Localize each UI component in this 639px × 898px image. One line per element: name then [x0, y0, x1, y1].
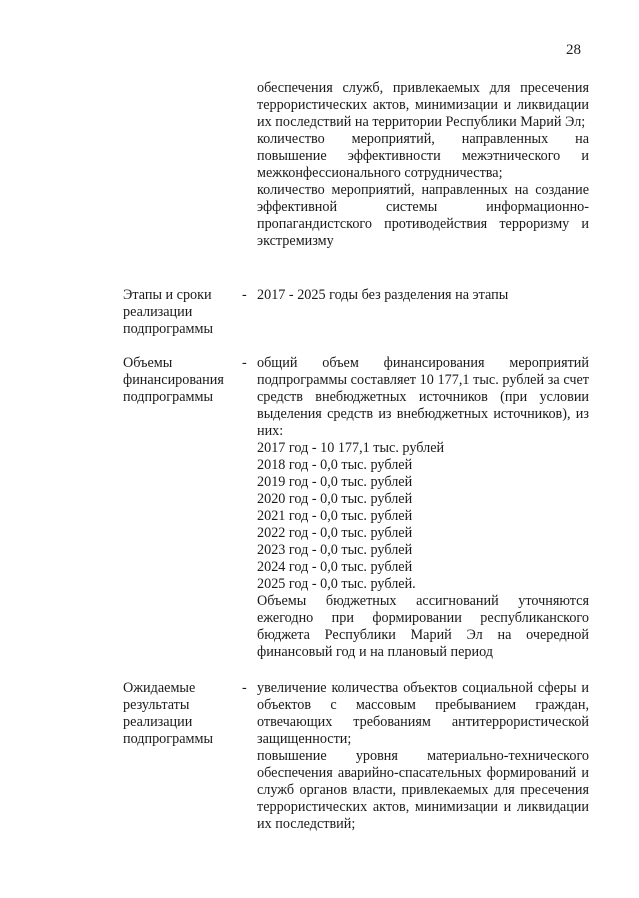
- funding-year-2019: 2019 год - 0,0 тыс. рублей: [257, 474, 413, 490]
- funding-year-2018: 2018 год - 0,0 тыс. рублей: [257, 457, 413, 473]
- continued-paragraph-2: количество мероприятий, направленных на повышение эффективности межэтнического и межконфессионального сотрудничества;: [257, 131, 589, 181]
- funding-year-2025: 2025 год - 0,0 тыс. рублей.: [257, 576, 416, 592]
- continued-paragraph-1: обеспечения служб, привлекаемых для пресечения террористических актов, минимизации и ликвидации их последствий на территории Республики Марий Эл;: [257, 80, 589, 130]
- funding-label: Объемы финансирования подпрограммы: [123, 355, 224, 405]
- results-paragraph-2: повышение уровня материально-технического обеспечения аварийно-спасательных формирований и служб органов власти, привлекаемых для пресечения террористических актов, минимизации и ликвидации их последствий;: [257, 748, 589, 832]
- stages-dash: -: [242, 287, 247, 303]
- funding-dash: -: [242, 355, 247, 371]
- funding-year-2023: 2023 год - 0,0 тыс. рублей: [257, 542, 413, 558]
- funding-year-2017: 2017 год - 10 177,1 тыс. рублей: [257, 440, 445, 456]
- stages-text: 2017 - 2025 годы без разделения на этапы: [257, 287, 509, 303]
- funding-year-2020: 2020 год - 0,0 тыс. рублей: [257, 491, 413, 507]
- funding-year-2021: 2021 год - 0,0 тыс. рублей: [257, 508, 413, 524]
- continued-indicators-text: [257, 80, 589, 250]
- results-dash: -: [242, 680, 247, 696]
- continued-paragraph-3: количество мероприятий, направленных на создание эффективной системы информационно-пропагандистского противодействия терроризму и экстремизму: [257, 182, 589, 249]
- results-label: Ожидаемые результаты реализации подпрограммы: [123, 680, 213, 747]
- funding-year-2022: 2022 год - 0,0 тыс. рублей: [257, 525, 413, 541]
- stages-label: Этапы и сроки реализации подпрограммы: [123, 287, 213, 337]
- page-number: 28: [566, 42, 581, 58]
- funding-note: Объемы бюджетных ассигнований уточняются ежегодно при формировании республиканского бюджета Республики Марий Эл на очередной финансовый год и на плановый период: [257, 593, 589, 660]
- results-paragraph-1: увеличение количества объектов социальной сферы и объектов с массовым пребыванием граждан, отвечающих требованиям антитеррористической защищенности;: [257, 680, 589, 747]
- funding-year-2024: 2024 год - 0,0 тыс. рублей: [257, 559, 413, 575]
- funding-intro: общий объем финансирования мероприятий подпрограммы составляет 10 177,1 тыс. рублей за счет средств внебюджетных источников (при условии выделения средств из внебюджетных источников), из них:: [257, 355, 589, 439]
